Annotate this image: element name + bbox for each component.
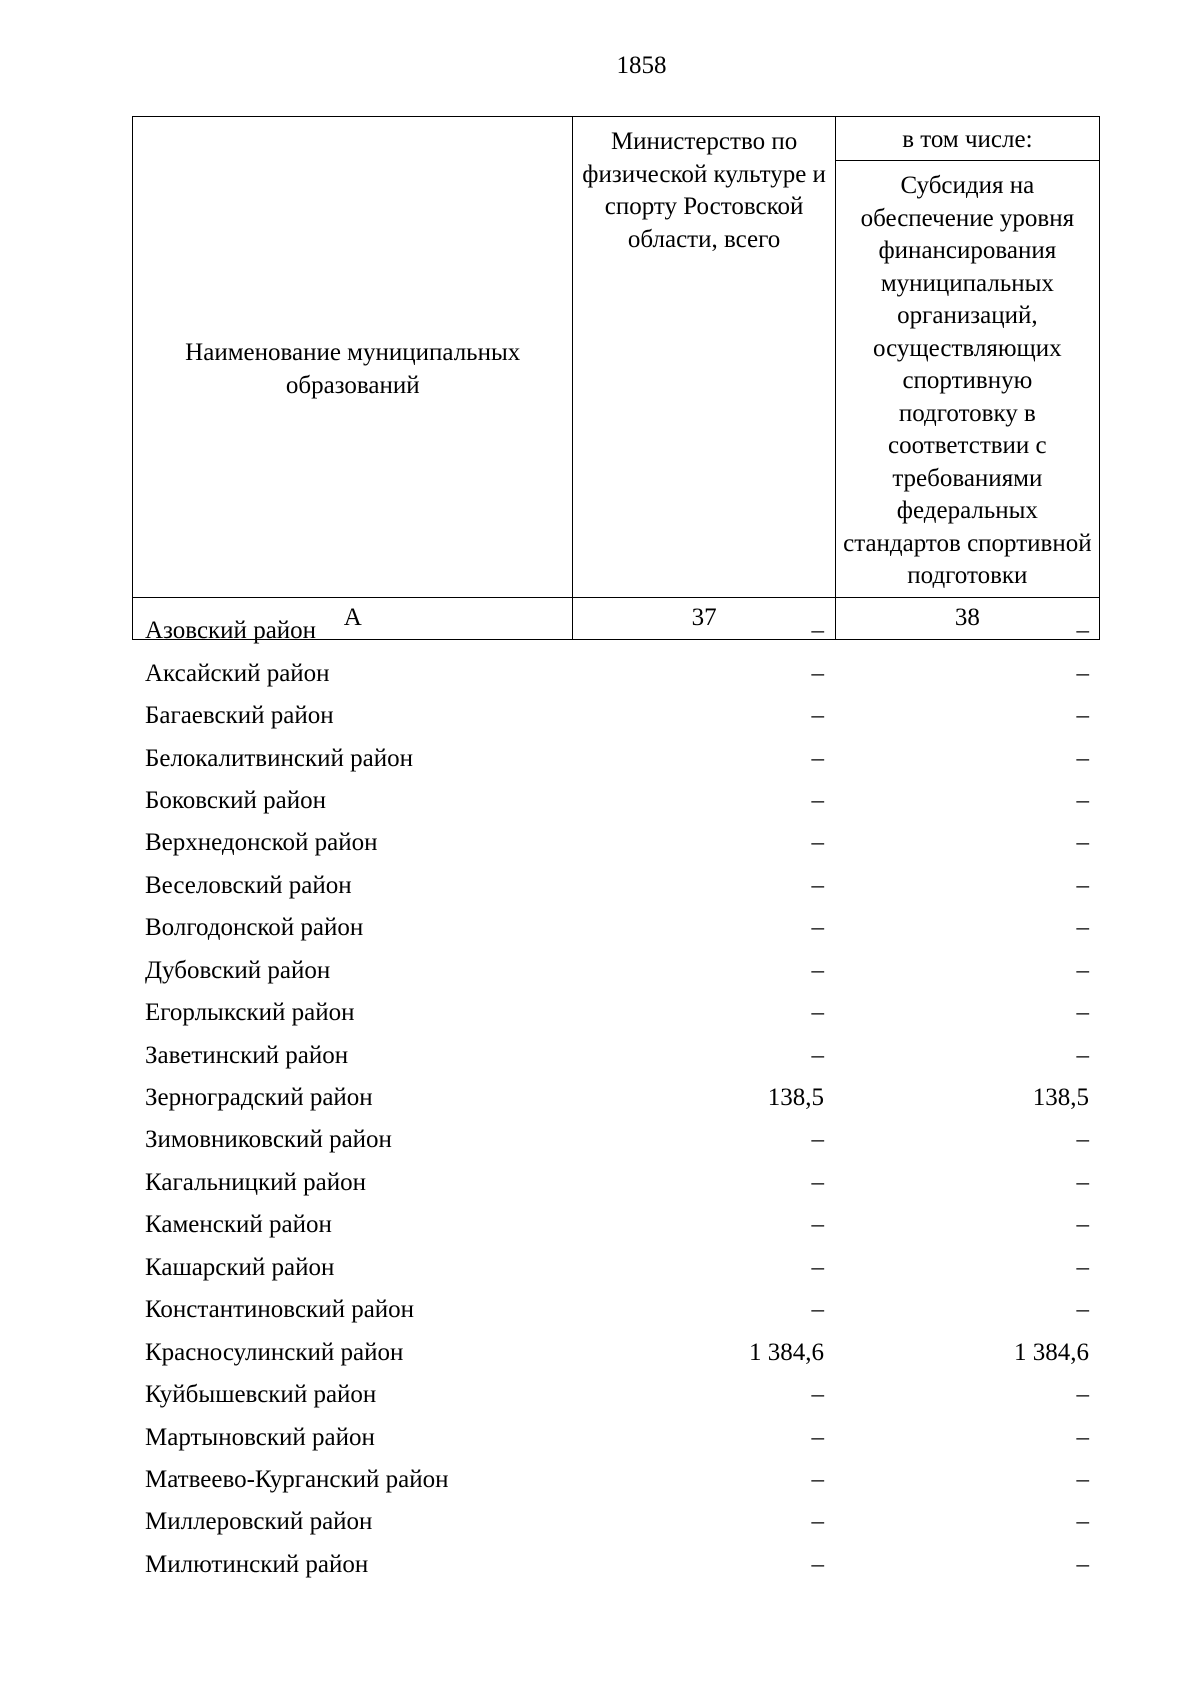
table-row xyxy=(132,695,1100,737)
subsidy-value: – xyxy=(1076,1211,1089,1239)
table-row xyxy=(132,822,1100,864)
table-row xyxy=(132,737,1100,779)
table-row xyxy=(132,1204,1100,1246)
header-subsidy-column: Субсидия на обеспечение уровня финансирования муниципальных организаций, осуществляющих спортивную подготовку в соответствии с требованиями федеральных стандартов спортивной подготовки xyxy=(835,161,1099,598)
total-value: – xyxy=(811,1550,824,1578)
district-name: Волгодонской район xyxy=(145,914,364,942)
district-name: Кагальницкий район xyxy=(145,1168,367,1196)
total-value: – xyxy=(811,744,824,772)
column-number-total: 37 xyxy=(573,597,835,639)
total-value: – xyxy=(811,1168,824,1196)
subsidy-value: 1 384,6 xyxy=(1014,1338,1089,1366)
table-row xyxy=(132,1119,1100,1161)
district-name: Красносулинский район xyxy=(145,1338,404,1366)
subsidy-value: – xyxy=(1076,1381,1089,1409)
table-row xyxy=(132,1162,1100,1204)
table-row xyxy=(132,992,1100,1034)
total-value: – xyxy=(811,1296,824,1324)
subsidy-value: – xyxy=(1076,1253,1089,1281)
total-value: – xyxy=(811,1253,824,1281)
district-name: Каменский район xyxy=(145,1211,332,1239)
column-number-subsidy: 38 xyxy=(835,597,1099,639)
subsidy-value: – xyxy=(1076,1423,1089,1451)
district-name: Азовский район xyxy=(145,617,317,645)
table-row xyxy=(132,1077,1100,1119)
district-name: Кашарский район xyxy=(145,1253,335,1281)
district-name: Зимовниковский район xyxy=(145,1126,392,1154)
subsidy-value: – xyxy=(1076,1168,1089,1196)
table-row xyxy=(132,1459,1100,1501)
total-value: – xyxy=(811,1041,824,1069)
subsidy-value: – xyxy=(1076,659,1089,687)
total-value: – xyxy=(811,871,824,899)
district-name: Дубовский район xyxy=(145,956,331,984)
total-value: – xyxy=(811,659,824,687)
district-name: Багаевский район xyxy=(145,702,334,730)
table-row xyxy=(132,907,1100,949)
district-name: Аксайский район xyxy=(145,659,330,687)
table-body xyxy=(132,610,1100,1586)
total-value: – xyxy=(811,956,824,984)
district-name: Веселовский район xyxy=(145,871,352,899)
table-row xyxy=(132,780,1100,822)
district-name: Константиновский район xyxy=(145,1296,415,1324)
district-name: Заветинский район xyxy=(145,1041,349,1069)
district-name: Верхнедонской район xyxy=(145,829,378,857)
table-row xyxy=(132,1331,1100,1373)
total-value: – xyxy=(811,702,824,730)
page-number: 1858 xyxy=(616,52,667,79)
subsidy-value: – xyxy=(1076,956,1089,984)
subsidy-value: – xyxy=(1076,829,1089,857)
table-row xyxy=(132,1501,1100,1543)
table-row xyxy=(132,1289,1100,1331)
total-value: – xyxy=(811,617,824,645)
district-name: Милютинский район xyxy=(145,1550,369,1578)
table-row xyxy=(132,1416,1100,1458)
district-name: Егорлыкский район xyxy=(145,999,355,1027)
table-row xyxy=(132,652,1100,694)
total-value: – xyxy=(811,829,824,857)
district-name: Матвеево-Курганский район xyxy=(145,1465,449,1493)
column-number-name: А xyxy=(133,597,573,639)
total-value: – xyxy=(811,1211,824,1239)
subsidy-value: – xyxy=(1076,1126,1089,1154)
subsidy-value: – xyxy=(1076,702,1089,730)
district-name: Куйбышевский район xyxy=(145,1381,377,1409)
total-value: 1 384,6 xyxy=(749,1338,824,1366)
table-row xyxy=(132,1374,1100,1416)
district-name: Белокалитвинский район xyxy=(145,744,413,772)
total-value: 138,5 xyxy=(767,1084,824,1112)
header-name-column: Наименование муниципальных образований xyxy=(133,117,573,598)
header-total-column: Министерство по физической культуре и спорту Ростовской области, всего xyxy=(573,117,835,598)
district-name: Зерноградский район xyxy=(145,1084,373,1112)
district-name: Мартыновский район xyxy=(145,1423,375,1451)
total-value: – xyxy=(811,786,824,814)
total-value: – xyxy=(811,1126,824,1154)
subsidy-value: 138,5 xyxy=(1032,1084,1089,1112)
district-name: Миллеровский район xyxy=(145,1508,373,1536)
subsidy-value: – xyxy=(1076,1550,1089,1578)
table-row xyxy=(132,865,1100,907)
subsidy-value: – xyxy=(1076,1508,1089,1536)
subsidy-value: – xyxy=(1076,914,1089,942)
subsidy-value: – xyxy=(1076,1041,1089,1069)
subsidy-value: – xyxy=(1076,1465,1089,1493)
table-row xyxy=(132,1544,1100,1586)
total-value: – xyxy=(811,1465,824,1493)
subsidy-value: – xyxy=(1076,744,1089,772)
table-header xyxy=(132,116,1100,640)
table-row xyxy=(132,1034,1100,1076)
subsidy-value: – xyxy=(1076,871,1089,899)
subsidy-value: – xyxy=(1076,999,1089,1027)
subsidy-value: – xyxy=(1076,617,1089,645)
total-value: – xyxy=(811,1508,824,1536)
total-value: – xyxy=(811,999,824,1027)
subsidy-value: – xyxy=(1076,1296,1089,1324)
total-value: – xyxy=(811,1381,824,1409)
header-including: в том числе: xyxy=(835,117,1099,161)
total-value: – xyxy=(811,1423,824,1451)
subsidy-value: – xyxy=(1076,786,1089,814)
table-row xyxy=(132,1247,1100,1289)
district-name: Боковский район xyxy=(145,786,326,814)
total-value: – xyxy=(811,914,824,942)
table-row xyxy=(132,610,1100,652)
table-row xyxy=(132,950,1100,992)
